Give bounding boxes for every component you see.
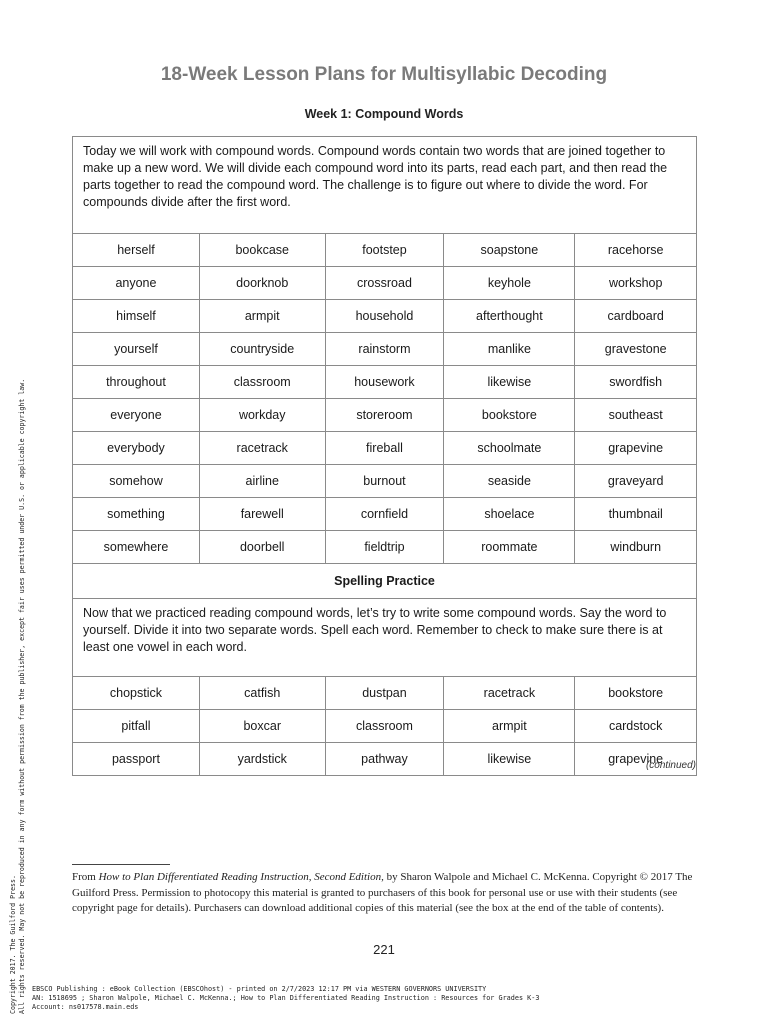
word-cell: manlike <box>444 333 575 366</box>
word-cell: storeroom <box>325 399 444 432</box>
page-title: 18-Week Lesson Plans for Multisyllabic Decoding <box>160 64 608 85</box>
word-cell: rainstorm <box>325 333 444 366</box>
word-cell: armpit <box>444 710 575 743</box>
word-cell: catfish <box>199 677 325 710</box>
word-cell: roommate <box>444 531 575 564</box>
word-cell: schoolmate <box>444 432 575 465</box>
word-cell: footstep <box>325 234 444 267</box>
vertical-copyright-line2: All rights reserved. May not be reproduced in any form without permission from the publisher, except fair uses permitted under U.S. or applicable copyright law. <box>18 378 26 1014</box>
word-cell: somewhere <box>73 531 200 564</box>
word-cell: anyone <box>73 267 200 300</box>
word-row <box>73 432 697 465</box>
word-cell: throughout <box>73 366 200 399</box>
word-cell: chopstick <box>73 677 200 710</box>
intro-row <box>73 137 697 234</box>
spelling-word-row <box>73 743 697 776</box>
word-cell: seaside <box>444 465 575 498</box>
word-cell: dustpan <box>325 677 444 710</box>
word-cell: windburn <box>575 531 697 564</box>
word-cell: likewise <box>444 366 575 399</box>
word-cell: swordfish <box>575 366 697 399</box>
word-cell: classroom <box>199 366 325 399</box>
spelling-word-row <box>73 710 697 743</box>
citation-rest: by Sharon Walpole and Michael C. McKenna. Copyright © 2017 The Guilford Press. Permission to photocopy this material is granted to purchasers of this book for personal use or use with their students (see copyright page for details). Purchasers can download additional copies of this material (see the box at the end of the table of contents). <box>72 871 693 914</box>
word-cell: likewise <box>444 743 575 776</box>
word-cell: racetrack <box>444 677 575 710</box>
word-row <box>73 531 697 564</box>
word-row <box>73 399 697 432</box>
intro-text: Today we will work with compound words. Compound words contain two words that are joined together to make up a new word. We will divide each compound word into its parts, read each part, and then read the parts together to read the compound word. The challenge is to figure out where to divide the word. For compounds divide after the first word. <box>73 137 697 234</box>
citation <box>72 870 698 917</box>
word-cell: thumbnail <box>575 498 697 531</box>
vertical-copyright-line1: Copyright 2017. The Guilford Press. <box>9 875 17 1014</box>
word-cell: farewell <box>199 498 325 531</box>
word-cell: housework <box>325 366 444 399</box>
ebsco-footer <box>32 985 539 1012</box>
vertical-copyright <box>9 379 27 1014</box>
word-cell: cornfield <box>325 498 444 531</box>
word-cell: yourself <box>73 333 200 366</box>
spelling-heading: Spelling Practice <box>73 564 697 599</box>
word-row <box>73 498 697 531</box>
word-cell: airline <box>199 465 325 498</box>
word-row <box>73 267 697 300</box>
word-cell: something <box>73 498 200 531</box>
word-cell: bookcase <box>199 234 325 267</box>
word-cell: workshop <box>575 267 697 300</box>
citation-book-title: How to Plan Differentiated Reading Instruction, Second Edition, <box>98 871 384 883</box>
spelling-heading-row <box>73 564 697 599</box>
word-row <box>73 333 697 366</box>
word-cell: workday <box>199 399 325 432</box>
word-cell: doorbell <box>199 531 325 564</box>
word-cell: grapevine <box>575 743 697 776</box>
word-cell: passport <box>73 743 200 776</box>
ebsco-line1: EBSCO Publishing : eBook Collection (EBSCOhost) - printed on 2/7/2023 12:17 PM via WESTERN GOVERNORS UNIVERSITY <box>32 985 487 993</box>
word-cell: afterthought <box>444 300 575 333</box>
word-cell: fireball <box>325 432 444 465</box>
word-cell: soapstone <box>444 234 575 267</box>
spelling-word-row <box>73 677 697 710</box>
word-row <box>73 234 697 267</box>
word-cell: classroom <box>325 710 444 743</box>
word-cell: somehow <box>73 465 200 498</box>
word-cell: herself <box>73 234 200 267</box>
word-cell: keyhole <box>444 267 575 300</box>
word-cell: armpit <box>199 300 325 333</box>
lesson-table <box>72 136 697 776</box>
word-row <box>73 366 697 399</box>
word-cell: crossroad <box>325 267 444 300</box>
word-cell: southeast <box>575 399 697 432</box>
footnote-rule <box>72 864 170 865</box>
word-cell: bookstore <box>444 399 575 432</box>
word-cell: gravestone <box>575 333 697 366</box>
word-cell: countryside <box>199 333 325 366</box>
word-cell: yardstick <box>199 743 325 776</box>
word-cell: doorknob <box>199 267 325 300</box>
word-cell: himself <box>73 300 200 333</box>
word-cell: grapevine <box>575 432 697 465</box>
word-cell: pitfall <box>73 710 200 743</box>
word-cell: cardboard <box>575 300 697 333</box>
spelling-instructions: Now that we practiced reading compound words, let’s try to write some compound words. Say the word to yourself. Divide it into two separate words. Spell each word. Remember to check to make sure there is at least one vowel in each word. <box>73 599 697 677</box>
word-cell: shoelace <box>444 498 575 531</box>
week-title: Week 1: Compound Words <box>304 107 464 121</box>
spelling-instructions-row <box>73 599 697 677</box>
word-cell: bookstore <box>575 677 697 710</box>
word-cell: burnout <box>325 465 444 498</box>
word-cell: everybody <box>73 432 200 465</box>
ebsco-line2: AN: 1518695 ; Sharon Walpole, Michael C. McKenna.; How to Plan Differentiated Reading Instruction : Resources for Grades K-3 <box>32 994 540 1002</box>
word-row <box>73 300 697 333</box>
word-cell: household <box>325 300 444 333</box>
word-cell: racehorse <box>575 234 697 267</box>
page-number: 221 <box>373 942 395 957</box>
word-cell: fieldtrip <box>325 531 444 564</box>
citation-prefix: From <box>72 871 99 883</box>
word-cell: cardstock <box>575 710 697 743</box>
continued-note: (continued) <box>645 760 696 771</box>
word-cell: graveyard <box>575 465 697 498</box>
word-row <box>73 465 697 498</box>
ebsco-line3: Account: ns017578.main.eds <box>32 1003 139 1011</box>
word-cell: boxcar <box>199 710 325 743</box>
word-cell: racetrack <box>199 432 325 465</box>
word-cell: pathway <box>325 743 444 776</box>
word-cell: everyone <box>73 399 200 432</box>
